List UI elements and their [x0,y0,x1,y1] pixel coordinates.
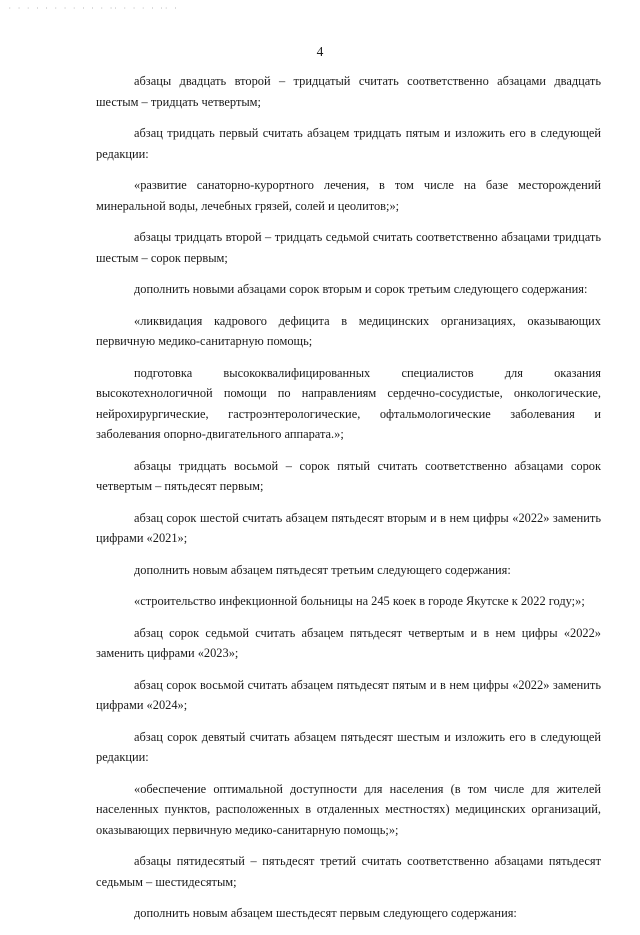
paragraph-16: абзацы пятидесятый – пятьдесят третий считать соответственно абзацами пятьдесят седьмым – шестидесятым; [96,854,601,889]
paragraph-7: подготовка высококвалифицированных специалистов для оказания высокотехнологичной помощи по направлениям сердечно-сосудистые, онкологические, нейрохирургические, гастроэнтерологические, офтальмологические заболевания и заболевания опорно-двигательного аппарата.»; [96,365,601,441]
paragraph-5: дополнить новыми абзацами сорок вторым и сорок третьим следующего содержания: [134,282,588,296]
paragraph-8: абзацы тридцать восьмой – сорок пятый считать соответственно абзацами сорок четвертым – пятьдесят первым; [96,458,601,493]
paragraph-2: абзац тридцать первый считать абзацем тридцать пятым и изложить его в следующей редакции: [96,126,601,161]
paragraph-15: «обеспечение оптимальной доступности для населения (в том числе для жителей населенных пунктов, расположенных в отдаленных местностях) медицинских организаций, оказывающих первичную медико-санитарную помощь;»; [96,781,601,837]
document-body [96,71,601,935]
paragraph-4: абзацы тридцать второй – тридцать седьмой считать соответственно абзацами тридцать шестым – сорок первым; [96,230,601,265]
paragraph-14: абзац сорок девятый считать абзацем пятьдесят шестым и изложить его в следующей редакции: [96,729,601,764]
paragraph-11: «строительство инфекционной больницы на 245 коек в городе Якутске к 2022 году;»; [134,594,585,608]
page-number: 4 [316,44,324,59]
paragraph-17: дополнить новым абзацем шестьдесят первым следующего содержания: [134,906,517,920]
paragraph-9: абзац сорок шестой считать абзацем пятьдесят вторым и в нем цифры «2022» заменить цифрами «2021»; [96,510,601,545]
paragraph-3: «развитие санаторно-курортного лечения, в том числе на базе месторождений минеральной воды, лечебных грязей, солей и цеолитов;»; [96,178,601,213]
paragraph-6: «ликвидация кадрового дефицита в медицинских организациях, оказывающих первичную медико-санитарную помощь; [96,313,601,348]
scan-artifact-marks: · · · · · · · · · · · ·· · · · · ·· · [8,6,179,12]
paragraph-13: абзац сорок восьмой считать абзацем пятьдесят пятым и в нем цифры «2022» заменить цифрами «2024»; [96,677,601,712]
paragraph-12: абзац сорок седьмой считать абзацем пятьдесят четвертым и в нем цифры «2022» заменить цифрами «2023»; [96,625,601,660]
paragraph-10: дополнить новым абзацем пятьдесят третьим следующего содержания: [134,562,511,577]
paragraph-1: абзацы двадцать второй – тридцатый считать соответственно абзацами двадцать шестым – тридцать четвертым; [96,74,601,109]
